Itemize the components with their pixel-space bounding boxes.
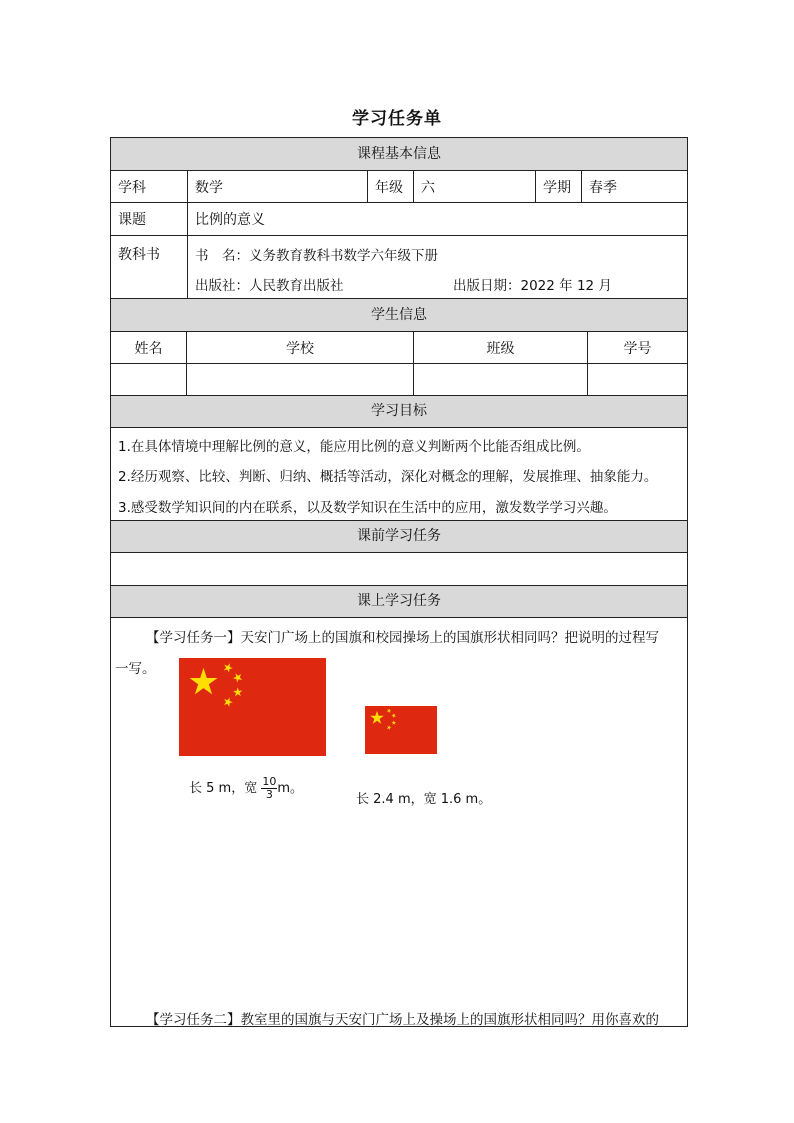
student-col-name: 姓名 [111,332,187,363]
section-header-in-class: 课上学习任务 [111,586,687,618]
flag-large-caption-suffix: m。 [277,781,304,796]
course-topic-row [111,203,687,236]
student-school-field[interactable] [187,364,414,395]
section-header-pre-class: 课前学习任务 [111,521,687,553]
objective-item: 2.经历观察、比较、判断、归纳、概括等活动，深化对概念的理解，发展推理、抽象能力。 [118,469,658,485]
student-class-field[interactable] [414,364,588,395]
fraction-denominator: 3 [265,788,273,801]
task-one-text: 【学习任务一】天安门广场上的国旗和校园操场上的国旗形状相同吗？把说明的过程写 [146,630,659,646]
student-name-field[interactable] [111,364,187,395]
textbook-label: 教科书 [111,236,188,298]
section-header-objectives: 学习目标 [111,396,687,428]
student-col-class: 班级 [414,332,588,363]
flag-large-caption-prefix: 长 5 m，宽 [189,781,258,796]
objective-item: 3.感受数学知识间的内在联系，以及数学知识在生活中的应用，激发数学学习兴趣。 [118,500,617,516]
task-one-text-cont: 一写。 [115,661,156,677]
flag-small-caption: 长 2.4 m，宽 1.6 m。 [356,792,492,807]
objectives-block [111,428,687,521]
term-value: 春季 [589,179,617,196]
student-header-row [111,332,687,364]
subject-value: 数学 [188,171,368,202]
student-number-field[interactable] [588,364,687,395]
subject-label: 学科 [111,171,188,202]
topic-label: 课题 [111,203,188,235]
flag-image-small [365,706,437,754]
pre-class-task-area[interactable] [111,553,687,586]
grade-label: 年级 [368,171,414,202]
term-label: 学期 [536,171,582,202]
task-sheet-table [110,137,688,1027]
student-input-row [111,364,687,396]
page-title: 学习任务单 [352,109,442,129]
width-fraction [261,776,277,801]
grade-value: 六 [414,171,536,202]
course-subject-row [111,171,687,203]
flag-large-caption [189,776,303,801]
section-header-student-info: 学生信息 [111,299,687,332]
student-col-school: 学校 [187,332,414,363]
topic-value: 比例的意义 [195,212,265,228]
task-two-text: 【学习任务二】教室里的国旗与天安门广场上及操场上的国旗形状相同吗？用你喜欢的 [146,1012,659,1028]
flag-image-large [179,658,326,756]
textbook-name: 书 名：义务教育教科书数学六年级下册 [195,248,438,264]
objective-item: 1.在具体情境中理解比例的意义，能应用比例的意义判断两个比能否组成比例。 [118,439,590,455]
textbook-pub-date: 出版日期：2022 年 12 月 [453,278,612,294]
textbook-publisher: 出版社：人民教育出版社 [195,278,344,294]
course-textbook-row [111,236,687,299]
section-header-course-info: 课程基本信息 [111,138,687,171]
fraction-numerator: 10 [262,775,277,788]
student-col-number: 学号 [623,340,652,357]
